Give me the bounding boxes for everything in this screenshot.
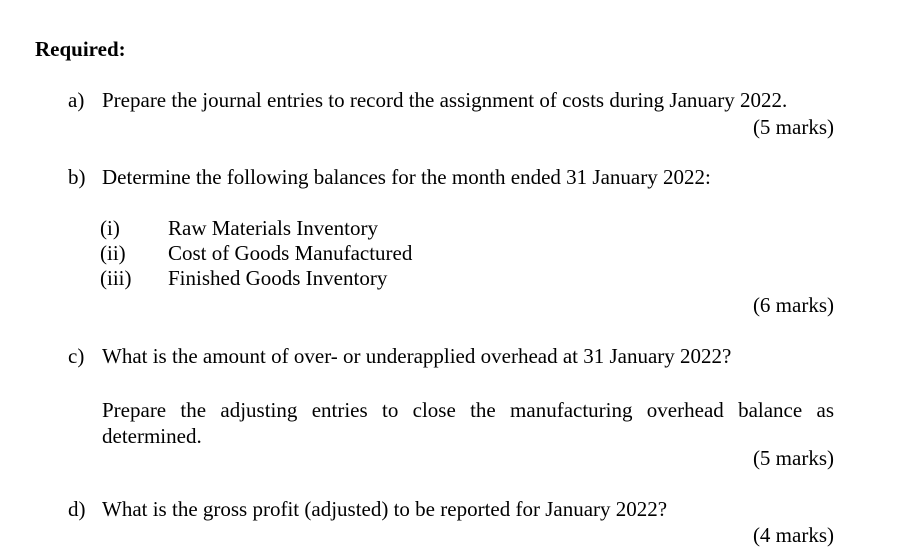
question-b-item-3-text: Finished Goods Inventory — [168, 266, 388, 290]
question-b-marks: (6 marks) — [752, 293, 834, 317]
question-d-marks: (4 marks) — [752, 523, 834, 547]
question-b-item-1-number: (i) — [100, 216, 120, 240]
question-c-paragraph: Prepare the adjusting entries to close the manufacturing overhead balance as determined. — [102, 398, 834, 448]
question-b-item-3-number: (iii) — [100, 266, 132, 290]
question-b-item-2-text: Cost of Goods Manufactured — [168, 241, 413, 265]
question-b-item-1-text: Raw Materials Inventory — [168, 216, 378, 240]
required-heading: Required: — [35, 37, 126, 61]
question-b-item-2-number: (ii) — [100, 241, 126, 265]
question-a-marks: (5 marks) — [752, 115, 834, 139]
question-b-text: Determine the following balances for the month ended 31 January 2022: — [102, 165, 711, 189]
question-d-letter: d) — [68, 497, 86, 521]
question-c-letter: c) — [68, 344, 85, 368]
question-c-marks: (5 marks) — [752, 446, 834, 470]
question-a-text: Prepare the journal entries to record the assignment of costs during January 2022. — [102, 88, 788, 112]
question-d-text: What is the gross profit (adjusted) to be reported for January 2022? — [102, 497, 668, 521]
question-b-letter: b) — [68, 165, 86, 189]
question-a-letter: a) — [68, 88, 85, 112]
question-c-text: What is the amount of over- or underapplied overhead at 31 January 2022? — [102, 344, 732, 368]
